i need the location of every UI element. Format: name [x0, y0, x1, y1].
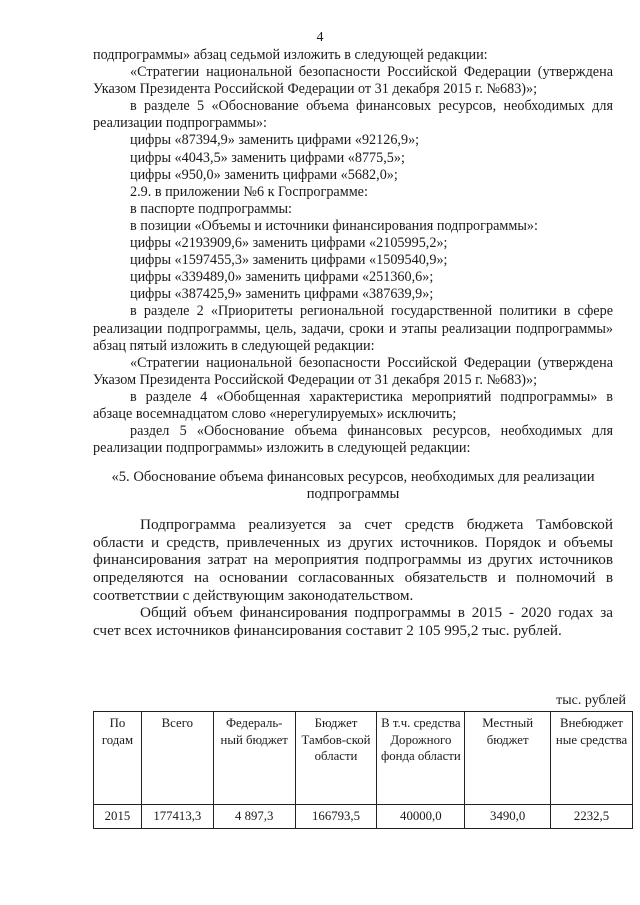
- paragraph: в разделе 4 «Обобщенная характеристика мероприятий подпрограммы» в абзаце восемнадцатом слово «нерегулируемых» исключить;: [93, 388, 613, 422]
- paragraph: цифры «4043,5» заменить цифрами «8775,5»;: [130, 149, 405, 166]
- table-header-cell: Федераль-ный бюджет: [213, 712, 295, 805]
- table-cell: 177413,3: [141, 805, 213, 829]
- table-cell: 166793,5: [295, 805, 377, 829]
- paragraph: Подпрограмма реализуется за счет средств бюджета Тамбовской области и средств, привлеченных из других источников. Порядок и объемы финансирования затрат на мероприятия подпрограммы из других источников определяются на основании согласованных обязательств и полномочий в соответствии с действующим законодательством.: [93, 516, 613, 604]
- table-cell: 2232,5: [551, 805, 633, 829]
- paragraph: раздел 5 «Обоснование объема финансовых ресурсов, необходимых для реализации подпрограммы» изложить в следующей редакции:: [93, 423, 613, 457]
- financing-table: [93, 711, 633, 829]
- table-header-cell: Всего: [141, 712, 213, 805]
- table-header-cell: Внебюджет ные средства: [551, 712, 633, 805]
- table-header-cell: По годам: [94, 712, 142, 805]
- paragraph: цифры «87394,9» заменить цифрами «92126,9»;: [130, 132, 420, 149]
- document-body: [93, 47, 613, 639]
- table-cell: 3490,0: [465, 805, 551, 829]
- paragraph: Общий объем финансирования подпрограммы в 2015 - 2020 годах за счет всех источников финансирования составит 2 105 995,2 тыс. рублей.: [93, 604, 613, 639]
- table-header-cell: Местный бюджет: [465, 712, 551, 805]
- paragraph: «Стратегии национальной безопасности Российской Федерации (утверждена Указом Президента Российской Федерации от 31 декабря 2015 г. №683)»;: [93, 64, 613, 98]
- table-cell: 40000,0: [377, 805, 465, 829]
- table-cell: 2015: [94, 805, 142, 829]
- paragraph: цифры «950,0» заменить цифрами «5682,0»;: [130, 166, 398, 183]
- paragraph: в разделе 2 «Приоритеты региональной государственной политики в сфере реализации подпрограммы, цель, задачи, сроки и этапы реализации подпрограммы» абзац пятый изложить в следующей редакции:: [93, 303, 613, 354]
- paragraph: 2.9. в приложении №6 к Госпрограмме:: [130, 183, 368, 200]
- page-number: 4: [316, 30, 324, 45]
- paragraph: в позиции «Объемы и источники финансирования подпрограммы»:: [130, 217, 538, 234]
- table-header-cell: Бюджет Тамбов-ской области: [295, 712, 377, 805]
- table-header-row: [94, 712, 633, 805]
- table-row: [94, 805, 633, 829]
- paragraph: цифры «2193909,6» заменить цифрами «2105995,2»;: [130, 235, 448, 252]
- paragraph: цифры «387425,9» заменить цифрами «387639,9»;: [130, 286, 434, 303]
- table-cell: 4 897,3: [213, 805, 295, 829]
- paragraph: «Стратегии национальной безопасности Российской Федерации (утверждена Указом Президента Российской Федерации от 31 декабря 2015 г. №683)»;: [93, 354, 613, 388]
- paragraph: подпрограммы» абзац седьмой изложить в следующей редакции:: [93, 47, 488, 63]
- paragraph: в паспорте подпрограммы:: [130, 200, 292, 217]
- section-heading: «5. Обоснование объема финансовых ресурсов, необходимых для реализации подпрограммы: [111, 469, 595, 503]
- paragraph: цифры «1597455,3» заменить цифрами «1509540,9»;: [130, 252, 448, 269]
- paragraph: цифры «339489,0» заменить цифрами «251360,6»;: [130, 269, 434, 286]
- paragraph: в разделе 5 «Обоснование объема финансовых ресурсов, необходимых для реализации подпрограммы»:: [93, 98, 613, 132]
- table-header-cell: В т.ч. средства Дорожного фонда области: [377, 712, 465, 805]
- units-label: тыс. рублей: [556, 693, 626, 708]
